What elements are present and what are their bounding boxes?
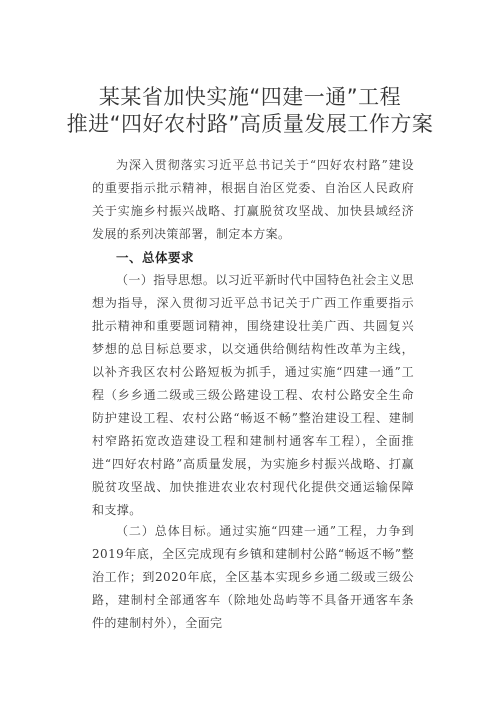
intro-paragraph: 为深入贯彻落实习近平总书记关于“四好农村路”建设的重要指示批示精神，根据自治区党委、自治区人民政府关于实施乡村振兴战略、打赢脱贫攻坚战、加快县域经济发展的系列决策部署，制定本方案。 (92, 158, 414, 241)
guiding-thought-paragraph: （一）指导思想。以习近平新时代中国特色社会主义思想为指导，深入贯彻习近平总书记关于广西工作重要指示批示精神和重要题词精神，围绕建设壮美广西、共圆复兴梦想的总目标总要求，以交通供给侧结构性改革为主线，以补齐我区农村公路短板为抓手，通过实施“四建一通”工程（乡乡通二级或三级公路建设工程、农村公路安全生命防护建设工程、农村公路“畅返不畅”整治建设工程、建制村窄路拓宽改造建设工程和建制村通客车工程），全面推进“四好农村路”高质量发展，为实施乡村振兴战略、打赢脱贫攻坚战、加快推进农业农村现代化提供交通运输保障和支撑。 (92, 273, 414, 517)
document-title-line-2: 推进“四好农村路”高质量发展工作方案 (66, 112, 434, 136)
document-title-line-1: 某某省加快实施“四建一通”工程 (98, 85, 402, 109)
overall-goal-paragraph: （二）总体目标。通过实施“四建一通”工程，力争到2019年底，全区完成现有乡镇和建制村公路“畅返不畅”整治工作；到2020年底，全区基本实现乡乡通二级或三级公路，建制村全部通客车（除地处岛屿等不具备开通客车条件的建制村外），全面完 (92, 524, 414, 630)
section-heading-overall-requirements: 一、总体要求 (116, 250, 195, 265)
